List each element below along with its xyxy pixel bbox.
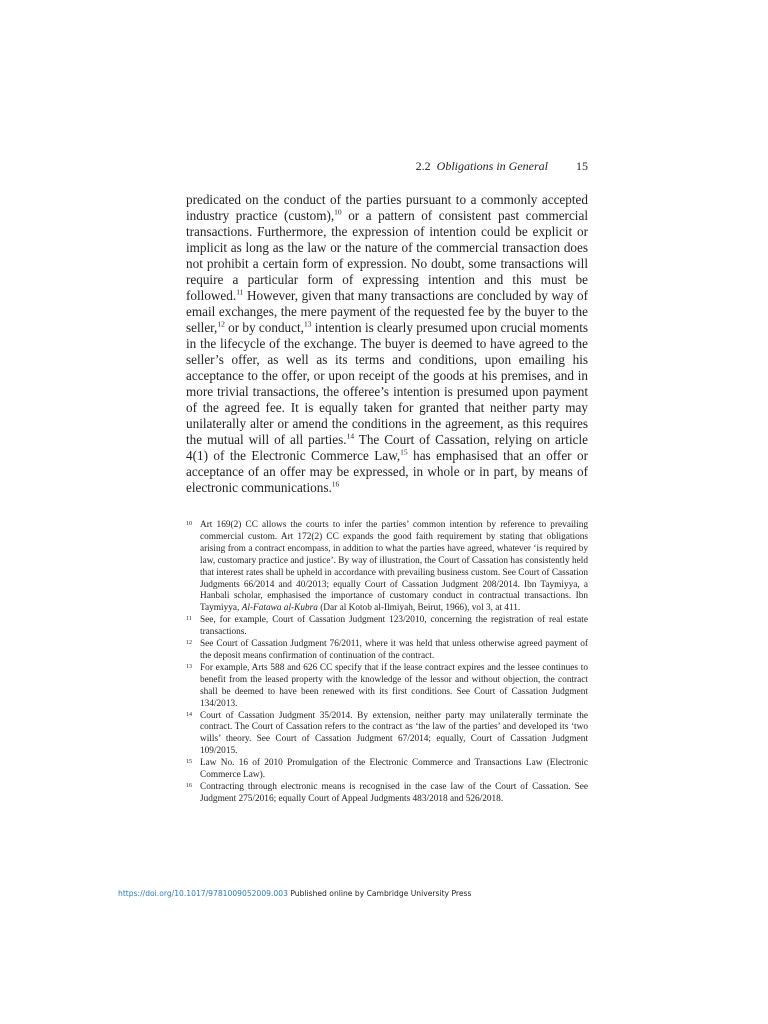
body-paragraph <box>186 192 588 496</box>
footnote-text: For example, Arts 588 and 626 CC specify that if the lease contract expires and the lessee continues to benefit from the leased property with the knowledge of the lessor and without objection, the contract shall be deemed to have been renewed with its first conditions. See Court of Cassation Judgment 134/2013. <box>200 662 588 709</box>
footnote-text: See Court of Cassation Judgment 76/2011, where it was held that unless otherwise agreed payment of the deposit means confirmation of continuation of the contract. <box>200 639 588 661</box>
body-text-segment: The Court of Cassation, relying on article 4(1) of the Electronic Commerce Law, <box>186 432 588 463</box>
footnote-15 <box>186 758 588 782</box>
footnotes-section <box>186 520 588 806</box>
footnote-text: Law No. 16 of 2010 Promulgation of the Electronic Commerce and Transactions Law (Electronic Commerce Law). <box>200 758 588 781</box>
footnote-13 <box>186 663 588 711</box>
footnote-ref-14[interactable]: 14 <box>346 431 355 441</box>
publisher-note: Published online by Cambridge University Press <box>287 889 472 898</box>
footnote-text: See, for example, Court of Cassation Judgment 123/2010, concerning the registration of real estate transactions. <box>200 615 588 638</box>
footnote-text: Art 169(2) CC allows the courts to infer the parties’ common intention by reference to prevailing commercial custom. Art 172(2) CC expands the good faith requirement by stating that obligations arising from a contract encompass, in addition to what the parties have agreed, whatever ‘is required by law, customary practice and justice’. By way of illustration, the Court of Cassation has consistently held that interest rates shall be upheld in accordance with prevailing business custom. See Court of Cassation Judgments 66/2014 and 40/2013; equally Court of Cassation Judgment 208/2014. Ibn Taymiyya, a Hanbali scholar, emphasised the importance of customary conduct in contractual transactions. Ibn Taymiyya, <box>200 520 588 614</box>
footnote-16 <box>186 782 588 806</box>
footnote-14 <box>186 711 588 759</box>
footnote-10 <box>186 520 588 615</box>
doi-link[interactable]: https://doi.org/10.1017/9781009052009.003 <box>118 889 288 898</box>
footnote-marker: 12 <box>186 640 192 647</box>
footnote-ref-12[interactable]: 12 <box>217 319 225 329</box>
body-text-segment: or by conduct, <box>224 320 304 335</box>
body-text-segment: intention is clearly presumed upon crucial moments in the lifecycle of the exchange. The buyer is deemed to have agreed to the seller’s offer, as well as its terms and conditions, upon emailing his acceptance to the offer, or upon receipt of the goods at his premises, and in more trivial transactions, the offeree’s intention is presumed upon payment of the agreed fee. It is equally taken for granted that neither party may unilaterally alter or amend the conditions in the agreement, as this requires the mutual will of all parties. <box>186 320 588 447</box>
body-text-segment: However, given that many transactions are concluded by way of email exchanges, the mere payment of the requested fee by the buyer to the seller, <box>186 288 588 335</box>
footnote-marker: 15 <box>186 759 192 766</box>
running-head <box>186 158 590 174</box>
body-text-segment: predicated on the conduct of the parties pursuant to a commonly accepted industry practice (custom), <box>186 192 588 223</box>
page-number: 15 <box>576 159 588 173</box>
footnote-ref-16[interactable]: 16 <box>331 479 340 489</box>
footnote-book-title: Al-Fatawa al-Kubra <box>241 603 318 614</box>
section-title: Obligations in General <box>436 159 548 173</box>
footnote-ref-13[interactable]: 13 <box>303 319 312 329</box>
footnote-text: (Dar al Kotob al-Ilmiyah, Beirut, 1966), vol 3, at 411. <box>317 603 521 614</box>
footnote-11 <box>186 615 588 639</box>
running-head-title <box>268 158 588 174</box>
footnote-12 <box>186 639 588 663</box>
footnote-ref-11[interactable]: 11 <box>236 287 244 297</box>
body-text-segment: has emphasised that an offer or acceptance of an offer may be expressed, in whole or in part, by means of electronic communications. <box>186 448 588 495</box>
footnote-text: Court of Cassation Judgment 35/2014. By extension, neither party may unilaterally terminate the contract. The Court of Cassation refers to the contract as ‘the law of the parties’ and developed its ‘two wills’ theory. See Court of Cassation Judgment 67/2014; equally, Court of Cassation Judgment 109/2015. <box>200 710 588 757</box>
footnote-ref-15[interactable]: 15 <box>400 447 408 457</box>
footnote-ref-10[interactable]: 10 <box>334 207 342 217</box>
footnote-text: Contracting through electronic means is recognised in the case law of the Court of Cassation. See Judgment 275/2016; equally Court of Appeal Judgments 483/2018 and 526/2018. <box>200 781 588 804</box>
footnote-marker: 13 <box>186 663 192 670</box>
footnote-marker: 16 <box>186 782 192 789</box>
section-number: 2.2 <box>415 159 431 173</box>
footnote-marker: 14 <box>186 711 192 718</box>
body-text-segment: or a pattern of consistent past commercial transactions. Furthermore, the expression of intention could be explicit or implicit as long as the law or the nature of the commercial transaction does not prohibit a certain form of expression. No doubt, some transactions will require a particular form of expressing intention and this must be followed. <box>186 208 588 303</box>
page-footer <box>118 888 471 899</box>
footnote-marker: 11 <box>186 616 192 623</box>
footnote-marker: 10 <box>186 521 192 527</box>
